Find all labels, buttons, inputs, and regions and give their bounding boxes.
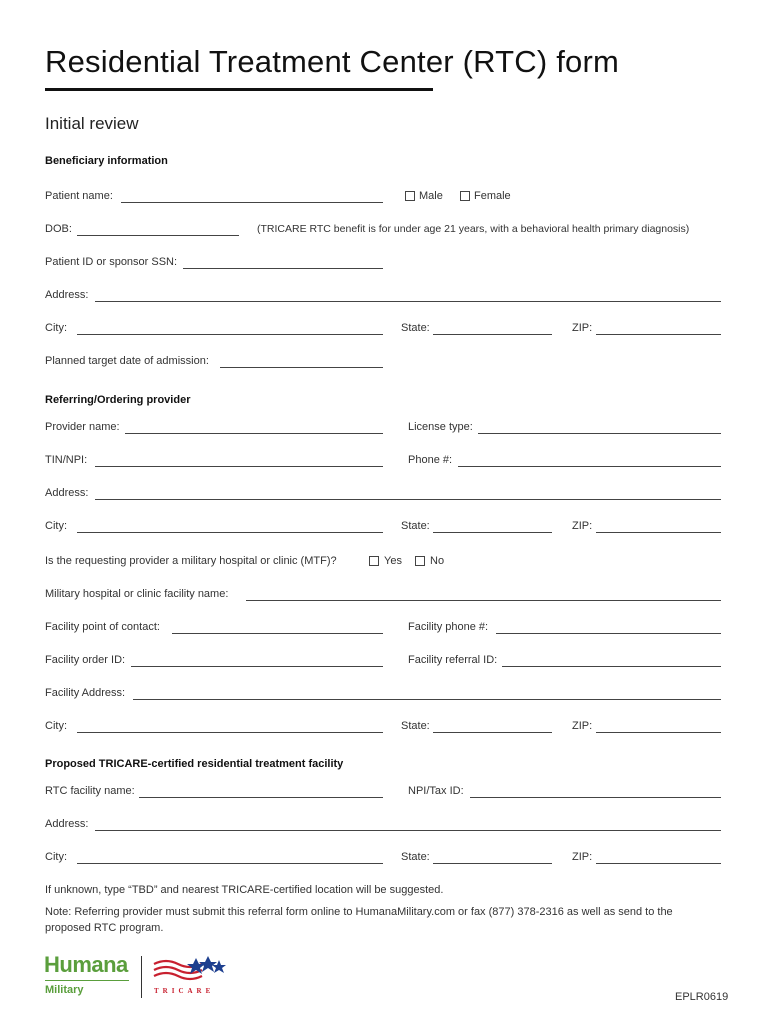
provider-zip-field[interactable] [596, 532, 721, 533]
provider-city-label: City: [45, 520, 67, 532]
provider-name-field[interactable] [125, 433, 383, 434]
patient-name-field[interactable] [121, 202, 383, 203]
facility-city-field[interactable] [77, 732, 383, 733]
patient-id-label: Patient ID or sponsor SSN: [45, 256, 178, 268]
npi-tax-field[interactable] [470, 797, 721, 798]
rtc-name-field[interactable] [139, 797, 383, 798]
referral-note: Note: Referring provider must submit this referral form online to HumanaMilitary.com or fax (877) 378-2316 as well as send to the proposed RTC program. [45, 906, 673, 934]
patient-id-field[interactable] [183, 268, 383, 269]
rtc-city-field[interactable] [77, 863, 383, 864]
provider-phone-field[interactable] [458, 466, 721, 467]
provider-phone-label: Phone #: [408, 454, 453, 466]
facility-name-label: Military hospital or clinic facility name: [45, 588, 229, 600]
humana-logo-wordmark: Humana [44, 952, 128, 977]
facility-contact-label: Facility point of contact: [45, 621, 160, 633]
facility-state-field[interactable] [433, 732, 552, 733]
tin-npi-label: TIN/NPI: [45, 454, 88, 466]
provider-state-field[interactable] [433, 532, 552, 533]
facility-zip-label: ZIP: [572, 720, 593, 732]
beneficiary-zip-field[interactable] [596, 334, 721, 335]
unknown-note: If unknown, type “TBD” and nearest TRICARE-certified location will be suggested. [45, 884, 444, 896]
section-beneficiary-heading: Beneficiary information [45, 155, 168, 167]
facility-referral-id-label: Facility referral ID: [408, 654, 498, 666]
female-checkbox[interactable] [460, 191, 470, 201]
rtc-zip-field[interactable] [596, 863, 721, 864]
rtc-state-label: State: [401, 851, 430, 863]
page-title: Residential Treatment Center (RTC) form [45, 44, 620, 79]
rtc-name-label: RTC facility name: [45, 785, 135, 797]
license-type-label: License type: [408, 421, 473, 433]
beneficiary-address-label: Address: [45, 289, 89, 301]
provider-city-field[interactable] [77, 532, 383, 533]
dob-field[interactable] [77, 235, 239, 236]
facility-phone-field[interactable] [496, 633, 721, 634]
logo-divider [141, 956, 142, 998]
mtf-question: Is the requesting provider a military hospital or clinic (MTF)? [45, 555, 337, 567]
humana-logo-military: Military [45, 984, 84, 996]
provider-address-label: Address: [45, 487, 89, 499]
facility-order-id-field[interactable] [131, 666, 383, 667]
beneficiary-address-field[interactable] [95, 301, 721, 302]
section-rtc-facility-heading: Proposed TRICARE-certified residential treatment facility [45, 758, 344, 770]
provider-address-field[interactable] [95, 499, 721, 500]
facility-referral-id-field[interactable] [502, 666, 721, 667]
facility-city-label: City: [45, 720, 67, 732]
facility-name-field[interactable] [246, 600, 721, 601]
mtf-no-label: No [430, 555, 445, 567]
facility-state-label: State: [401, 720, 430, 732]
beneficiary-city-label: City: [45, 322, 67, 334]
rtc-city-label: City: [45, 851, 67, 863]
admission-date-field[interactable] [220, 367, 383, 368]
page-subtitle: Initial review [45, 114, 139, 133]
beneficiary-city-field[interactable] [77, 334, 383, 335]
dob-note: (TRICARE RTC benefit is for under age 21 years, with a behavioral health primary diagnosis) [257, 223, 690, 235]
male-label: Male [419, 190, 443, 202]
facility-zip-field[interactable] [596, 732, 721, 733]
rtc-state-field[interactable] [433, 863, 552, 864]
patient-name-label: Patient name: [45, 190, 113, 202]
facility-contact-field[interactable] [172, 633, 383, 634]
tricare-logo-wordmark: TRICARE [154, 987, 215, 995]
form-code: EPLR0619 [675, 991, 729, 1003]
rtc-address-label: Address: [45, 818, 89, 830]
mtf-no-checkbox[interactable] [415, 556, 425, 566]
beneficiary-state-field[interactable] [433, 334, 552, 335]
beneficiary-state-label: State: [401, 322, 430, 334]
section-provider-heading: Referring/Ordering provider [45, 394, 191, 406]
facility-address-label: Facility Address: [45, 687, 126, 699]
tin-npi-field[interactable] [95, 466, 383, 467]
provider-state-label: State: [401, 520, 430, 532]
admission-date-label: Planned target date of admission: [45, 355, 209, 367]
male-checkbox[interactable] [405, 191, 415, 201]
beneficiary-zip-label: ZIP: [572, 322, 593, 334]
female-label: Female [474, 190, 511, 202]
provider-name-label: Provider name: [45, 421, 120, 433]
tricare-flag-icon [152, 954, 228, 984]
rtc-address-field[interactable] [95, 830, 721, 831]
npi-tax-label: NPI/Tax ID: [408, 785, 464, 797]
humana-logo-rule [45, 980, 129, 981]
rtc-zip-label: ZIP: [572, 851, 593, 863]
facility-phone-label: Facility phone #: [408, 621, 489, 633]
facility-order-id-label: Facility order ID: [45, 654, 126, 666]
dob-label: DOB: [45, 223, 72, 235]
mtf-yes-label: Yes [384, 555, 402, 567]
facility-address-field[interactable] [133, 699, 721, 700]
provider-zip-label: ZIP: [572, 520, 593, 532]
mtf-yes-checkbox[interactable] [369, 556, 379, 566]
title-underline [45, 88, 433, 91]
license-type-field[interactable] [478, 433, 721, 434]
